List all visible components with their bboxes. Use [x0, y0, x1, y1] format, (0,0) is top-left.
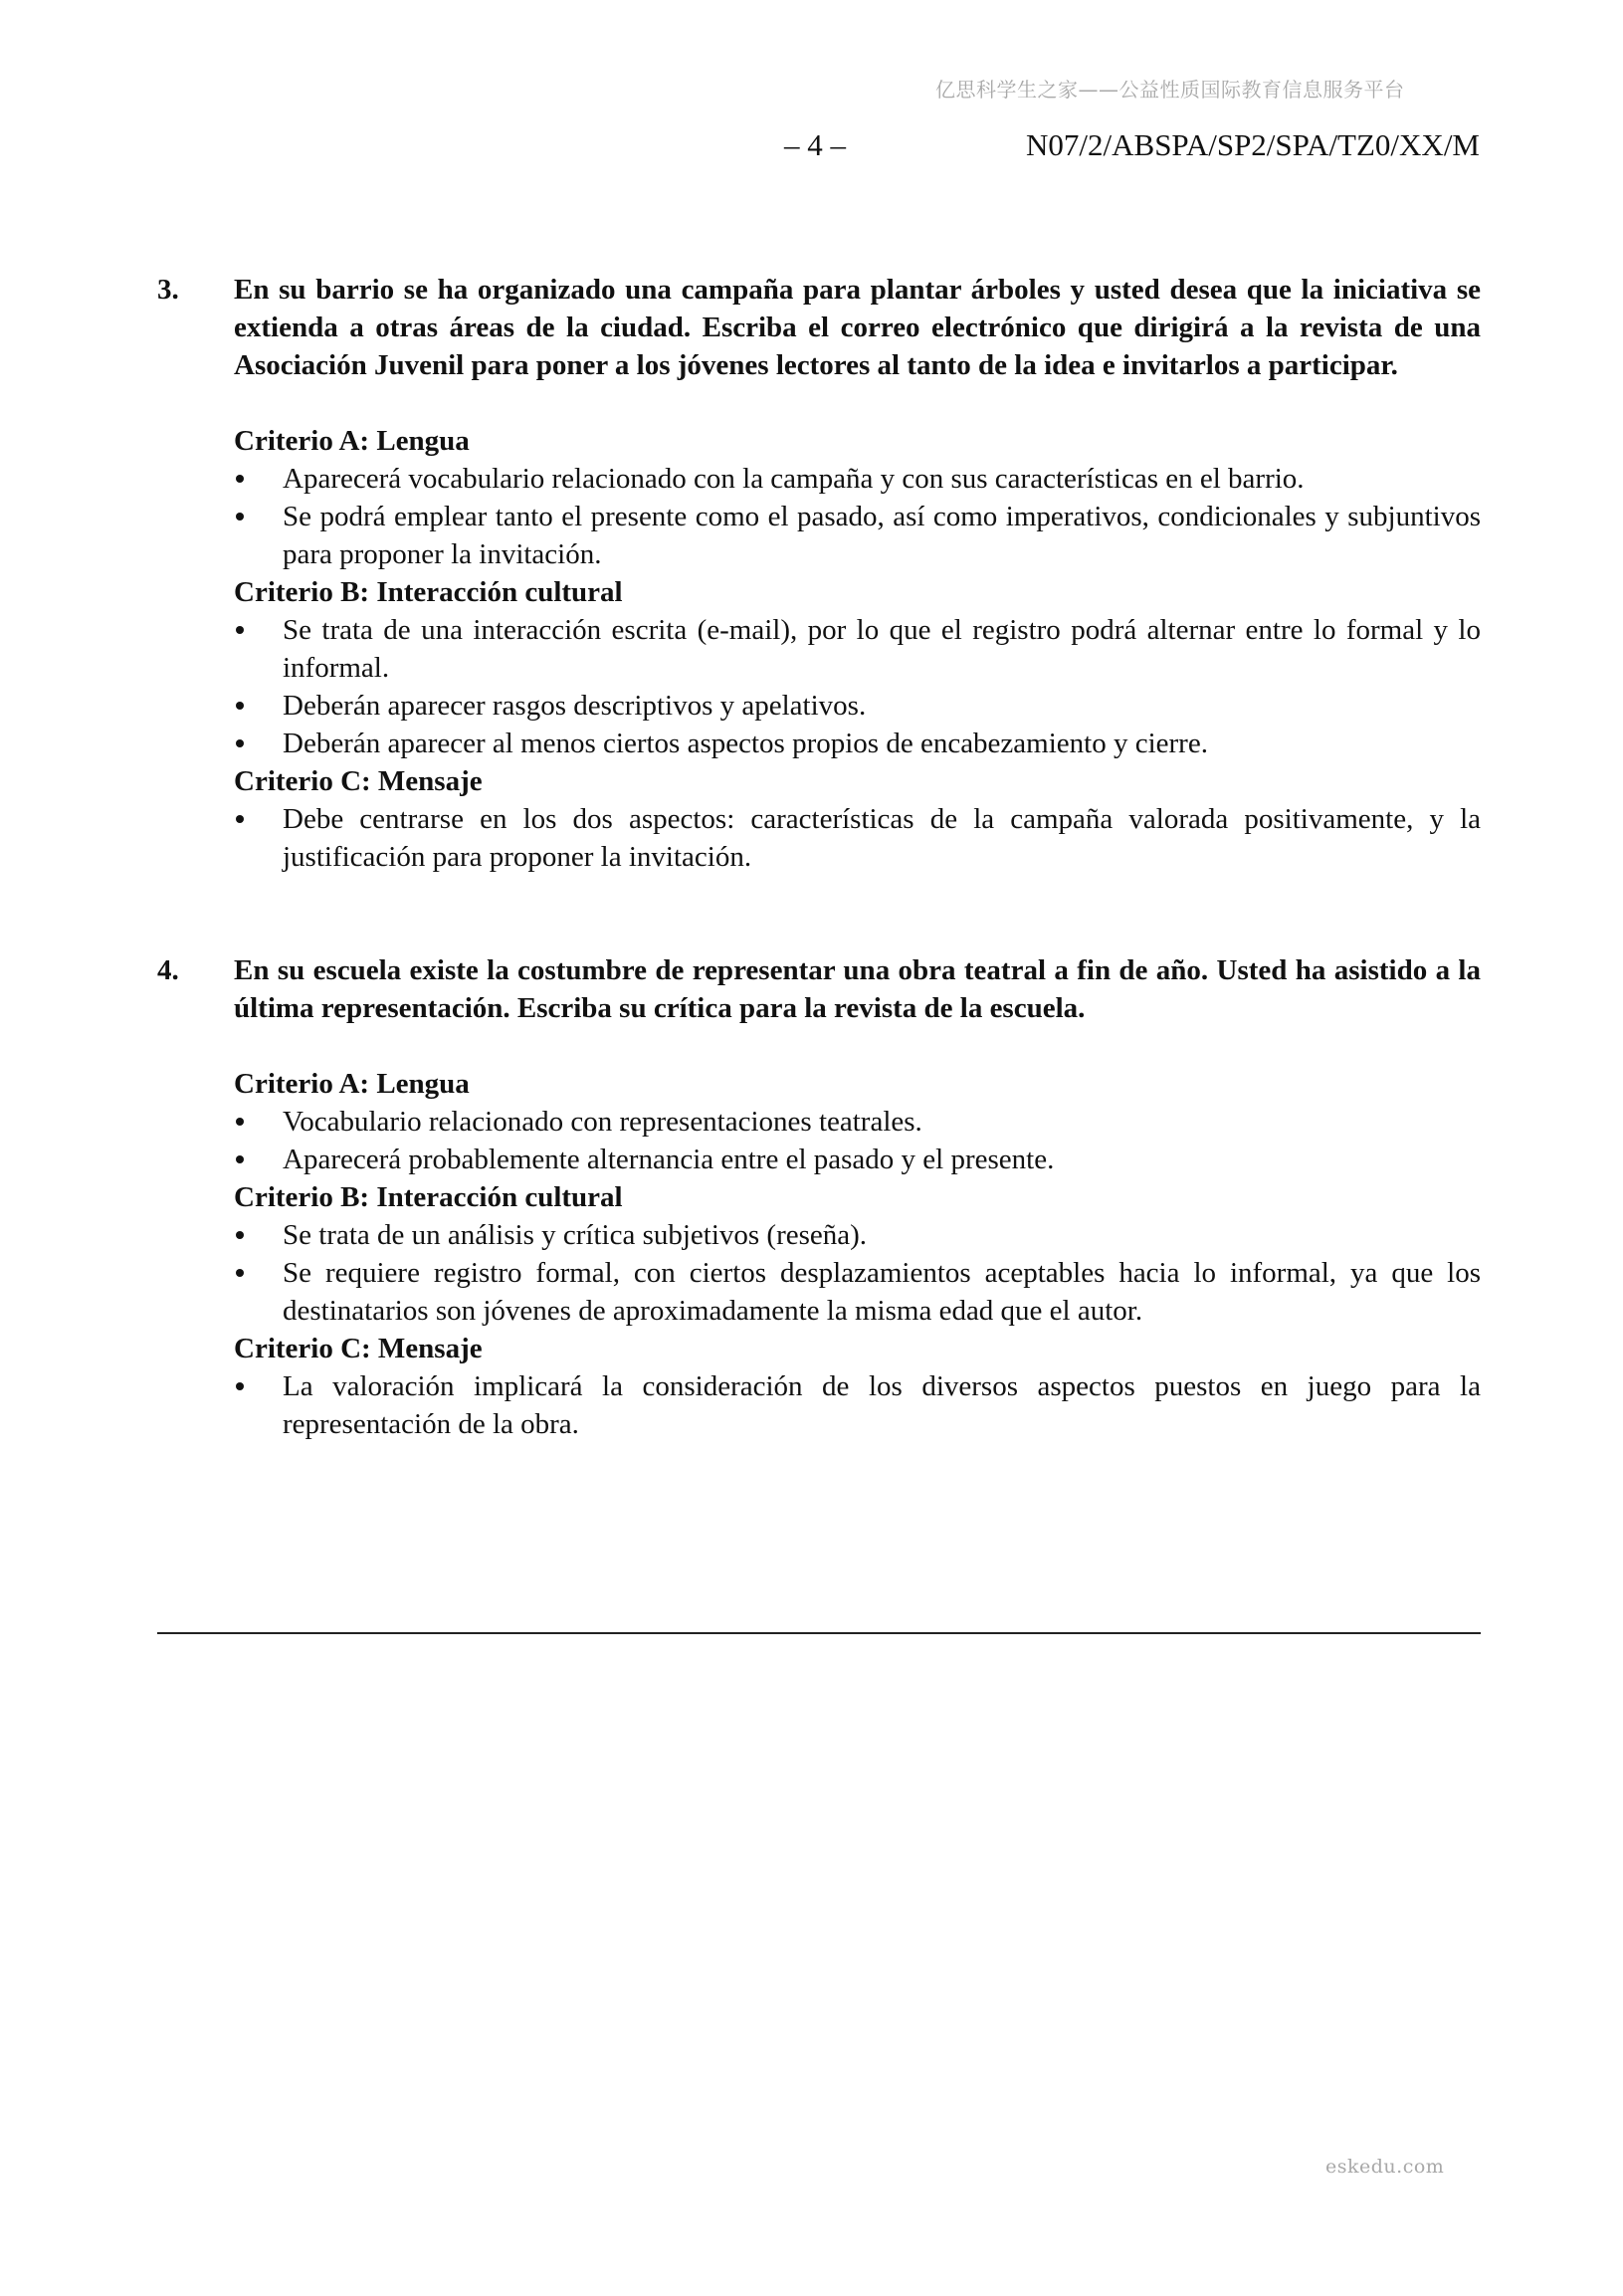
bullet-dot-icon [236, 513, 244, 521]
watermark-bottom: eskedu.com [1325, 2156, 1445, 2178]
watermark-top: 亿思科学生之家——公益性质国际教育信息服务平台 [935, 78, 1405, 102]
question-prompt: En su barrio se ha organizado una campaña para plantar árboles y usted desea que la iniciativa se extienda a otras áreas de la ciudad. Escriba el correo electrónico que dirigirá a la revista de una Asociación Juvenil para poner a los jóvenes lectores al tanto de la idea e invitarlos a participar. [234, 274, 1481, 381]
criteria-list [234, 1065, 1481, 1443]
bullet-item [234, 1103, 1481, 1141]
bullet-item [234, 725, 1481, 762]
bullet-text: Debe centrarse en los dos aspectos: características de la campaña valorada positivamente, y la justificación para proponer la invitación. [283, 803, 1481, 873]
criterion-title: Criterio C: Mensaje [234, 1333, 483, 1364]
bullet-text: La valoración implicará la consideración de los diversos aspectos puestos en juego para la representación de la obra. [283, 1370, 1481, 1440]
document-code: N07/2/ABSPA/SP2/SPA/TZ0/XX/M [1026, 127, 1480, 162]
bullet-dot-icon [236, 626, 244, 634]
bullet-text: Aparecerá probablemente alternancia entre el pasado y el presente. [283, 1144, 1055, 1175]
bullet-item [234, 687, 1481, 725]
bullet-dot-icon [236, 739, 244, 747]
bullet-text: Aparecerá vocabulario relacionado con la campaña y con sus características en el barrio. [283, 463, 1305, 495]
criterion-title: Criterio A: Lengua [234, 425, 470, 457]
bullet-dot-icon [236, 815, 244, 823]
question-spacer [157, 876, 1481, 951]
bullet-item [234, 1141, 1481, 1178]
criterion-a [234, 1065, 1481, 1178]
page-number: – 4 – [784, 127, 846, 162]
bullet-dot-icon [236, 1269, 244, 1277]
footer-divider [157, 1632, 1481, 1634]
bullet-text: Se trata de una interacción escrita (e-mail), por lo que el registro podrá alternar entre lo formal y lo informal. [283, 614, 1481, 684]
question-number: 3. [157, 274, 179, 306]
bullet-item [234, 611, 1481, 687]
bullet-item [234, 1367, 1481, 1443]
criterion-bullets [234, 460, 1481, 573]
criteria-list [234, 422, 1481, 876]
criterion-c [234, 762, 1481, 876]
criterion-title: Criterio B: Interacción cultural [234, 576, 623, 608]
criterion-title: Criterio B: Interacción cultural [234, 1181, 623, 1213]
bullet-dot-icon [236, 1382, 244, 1390]
criterion-a [234, 422, 1481, 573]
criterion-bullets [234, 800, 1481, 876]
document-body [157, 271, 1481, 1443]
bullet-dot-icon [236, 1231, 244, 1239]
bullet-text: Se trata de un análisis y crítica subjetivos (reseña). [283, 1219, 868, 1251]
bullet-item [234, 460, 1481, 498]
criterion-bullets [234, 1216, 1481, 1330]
bullet-item [234, 1216, 1481, 1254]
criterion-title: Criterio C: Mensaje [234, 765, 483, 797]
bullet-text: Se podrá emplear tanto el presente como el pasado, así como imperativos, condicionales y subjuntivos para proponer la invitación. [283, 501, 1481, 570]
bullet-item [234, 498, 1481, 573]
bullet-text: Deberán aparecer al menos ciertos aspectos propios de encabezamiento y cierre. [283, 728, 1208, 759]
bullet-dot-icon [236, 702, 244, 710]
bullet-text: Vocabulario relacionado con representaciones teatrales. [283, 1106, 922, 1138]
criterion-b [234, 573, 1481, 762]
criterion-b [234, 1178, 1481, 1330]
criterion-bullets [234, 611, 1481, 762]
question-3 [157, 271, 1481, 876]
bullet-dot-icon [236, 1155, 244, 1163]
bullet-dot-icon [236, 1118, 244, 1126]
question-4 [157, 951, 1481, 1443]
bullet-item [234, 1254, 1481, 1330]
bullet-item [234, 800, 1481, 876]
question-number: 4. [157, 954, 179, 986]
criterion-bullets [234, 1367, 1481, 1443]
question-prompt: En su escuela existe la costumbre de representar una obra teatral a fin de año. Usted ha asistido a la última representación. Escriba su crítica para la revista de la escuela. [234, 954, 1481, 1024]
criterion-bullets [234, 1103, 1481, 1178]
criterion-title: Criterio A: Lengua [234, 1068, 470, 1100]
criterion-c [234, 1330, 1481, 1443]
bullet-text: Deberán aparecer rasgos descriptivos y apelativos. [283, 690, 867, 722]
bullet-dot-icon [236, 475, 244, 483]
bullet-text: Se requiere registro formal, con ciertos desplazamientos aceptables hacia lo informal, ya que los destinatarios son jóvenes de aproximadamente la misma edad que el autor. [283, 1257, 1481, 1327]
